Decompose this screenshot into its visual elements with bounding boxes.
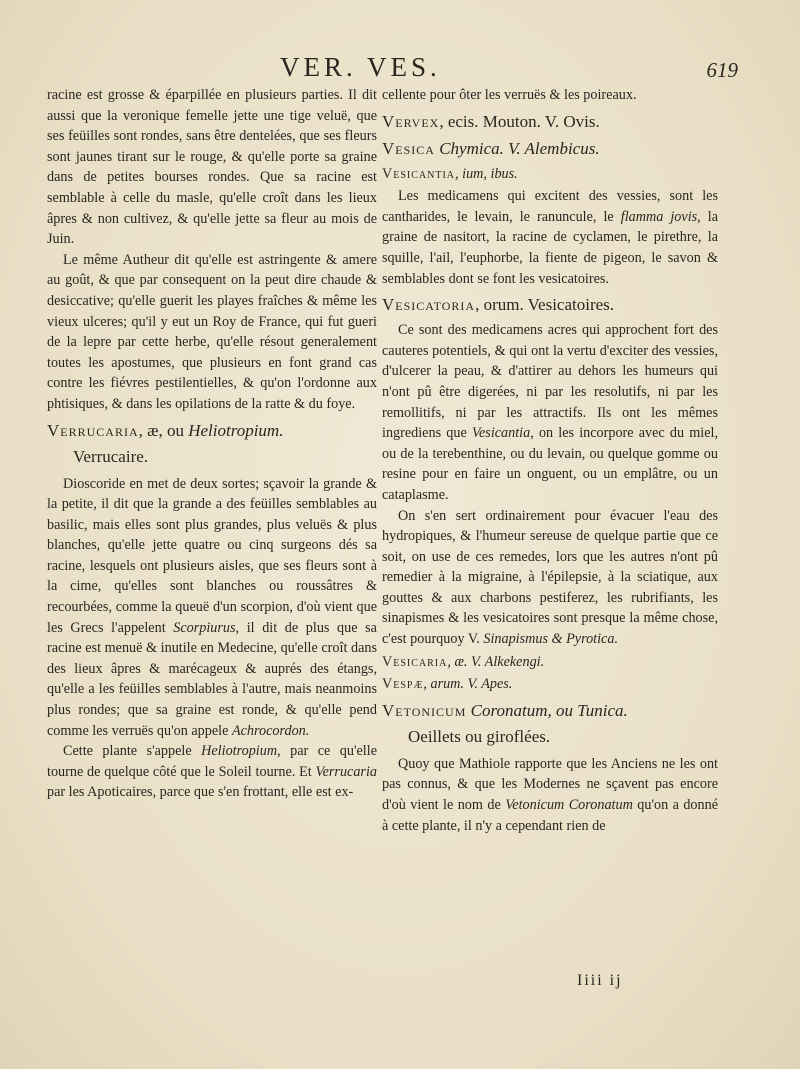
text-span: par les Apoticaires, parce que s'en frottant, elle est ex- [47,784,354,801]
headword: Vesicantia [382,165,456,182]
headword-suffix: , orum. Vesicatoires. [475,295,615,315]
text-span: Ce sont des medicamens acres qui approchent fort des cauteres potentiels, & qui ont la vertu d'exciter des vessies, d'ulcerer la peau, & d'attirer au dehors les humeurs qui n'ont pû être digerées, ni par les resolutifs, ni par les remollitifs, ni par les attractifs. Ils ont les mêmes ingrediens que [382,322,718,442]
text-span: Les medicamens qui excitent des vessies, sont les cantharides, le levain, le ranuncule, le [382,188,718,225]
entry-french-name: Verrucaire. [73,446,149,466]
italic-term: flamma jovis [620,208,698,225]
paragraph: Le même Autheur dit qu'elle est astringente & amere au goût, & que par consequent on la peut dire chaude & desiccative; qu'elle guerit les playes fraîches & même les vieux ulceres; qu'il y eut un Roy de France, qui fut gueri de la lepre par cette herbe, qu'elle résout generalement toutes les apostumes, que plusieurs en font grand cas contre les fiévres pestilentielles, & qu'on l'ordonne aux phtisiques, & dans les opilations de la ratte & du foye. [47,251,377,412]
headword: Vesicatoria [382,295,476,315]
headword-suffix: Chymica. V. Alembicus. [434,138,600,158]
paragraph: cellente pour ôter les verruës & les poireaux. [382,87,637,103]
text-span: qu'on a donné à cette plante, il n'y a cependant rien de [382,797,718,834]
headword: Vetonicum [382,700,467,720]
italic-term: Achrocordon. [231,722,310,739]
text-span: , il dit de plus que sa racine est menuë & inutile en Medecine, qu'elle croît dans des lieux âpres & marécageux & auprés des étangs, qu'elle a les feüilles semblables à l'autre, mais neanmoins plus rondes; que sa graine est ronde, & qu'elle pend comme les verruës qu'on appele [47,619,377,739]
entry-heading-vesica [382,137,718,160]
entry-french-name: Oeillets ou giroflées. [408,726,551,746]
text-span: Cette plante s'appele [63,743,202,760]
italic-term: Heliotropium [201,743,278,760]
entry-heading-vesicaria [382,652,718,673]
italic-term: Vetonicum Coronatum [505,797,633,814]
text-span: On s'en sert ordinairement pour évacuer l'eau des hydropiques, & l'humeur sereuse de quelque partie que ce soit, on use de ces remedes, lors que les autres n'ont pû remedier à la migraine, à l'épilepsie, à la sciatique, aux gouttes & aux charbons pestiferez, les rubrifiants, les sinapismes & les vesicatoires sont presque la même chose, c'est pourquoy V. [382,507,718,648]
headword: Vervex [382,111,440,131]
headword-suffix: , æ, ou [138,420,189,440]
entry-heading-vespae [382,674,718,695]
headword: Vesica [382,138,435,158]
headword-alt: Heliotropium. [188,420,284,440]
paragraph [47,474,377,742]
text-span: Dioscoride en met de deux sortes; sçavoir la grande & la petite, il dit que la grande a des feüilles semblables au basilic, mais elles sont plus grandes, plus veluës & plus blanches, qu'elle jette quatre ou cinq surgeons dés sa racine, lesquels ont plusieurs aisles, que ses fleurs sont à la cime, qu'elles sont blanches ou roussâtres & recourbées, comme la queuë d'un scorpion, d'où vient que les Grecs l'appelent [47,475,377,636]
paragraph [382,506,718,650]
entry-heading-vesicatoria [382,293,718,316]
paragraph [382,186,718,289]
text-span: , la graine de nasitort, la racine de cyclamen, le pirethre, la squille, l'ail, l'euphorbe, la fiente de pigeon, le savon & semblables dont se font les vesicatoires. [382,208,718,287]
headword: Vesicaria [382,653,448,670]
headword: Vespæ [382,676,424,693]
italic-term: Vesicantia [471,425,531,442]
headword-suffix: , ium, ibus. [455,165,518,182]
entry-heading-vesicantia [382,164,718,185]
page-number: 619 [706,58,738,82]
entry-heading-vetonicum [382,699,718,722]
italic-term: Scorpiurus [173,619,236,636]
headword-suffix: , æ. V. Alkekengi. [447,653,545,670]
headword-suffix: Coronatum, ou Tunica. [466,700,628,720]
italic-term: Verrucaria [315,763,377,780]
headword: Verrucaria [47,420,139,440]
signature-mark: Iiii ij [577,972,623,989]
entry-heading-verrucaria [47,419,377,442]
running-head: VER. VES. [280,52,441,82]
italic-term: Sinapismus & Pyrotica. [483,631,618,648]
text-span: , par ce qu'elle tourne de quelque côté que le Soleil tourne. Et [47,743,377,780]
right-column [382,85,718,836]
left-column [47,85,377,803]
paragraph [382,754,718,836]
paragraph [47,741,377,803]
text-span: , on les incorpore avec du miel, ou de la terebenthine, ou du levain, ou quelque gomme ou resine pour en faire un onguent, ou un emplâtre, ou un cataplasme. [382,425,718,503]
paragraph: racine est grosse & éparpillée en plusieurs parties. Il dit aussi que la veronique femelle jette une tige veluë, que ses feüilles sont rondes, sans être dentelées, que ses fleurs sont jaunes tirant sur le rouge, & qu'elle porte sa graine dans de petites bourses rondes. Que sa racine est semblable à celle du masle, qu'elle croît dans les lieux âpres & non cultivez, & qu'elle jette sa fleur au mois de Juin. [47,87,377,248]
paragraph [382,320,718,505]
headword-suffix: , ecis. Mouton. V. Ovis. [439,111,600,131]
text-span: Quoy que Mathiole rapporte que les Anciens ne les ont pas connus, & que les Modernes ne sçavent pas encore d'où vient le nom de [382,755,718,814]
entry-heading-vervex [382,110,718,133]
headword-suffix: , arum. V. Apes. [423,676,513,693]
